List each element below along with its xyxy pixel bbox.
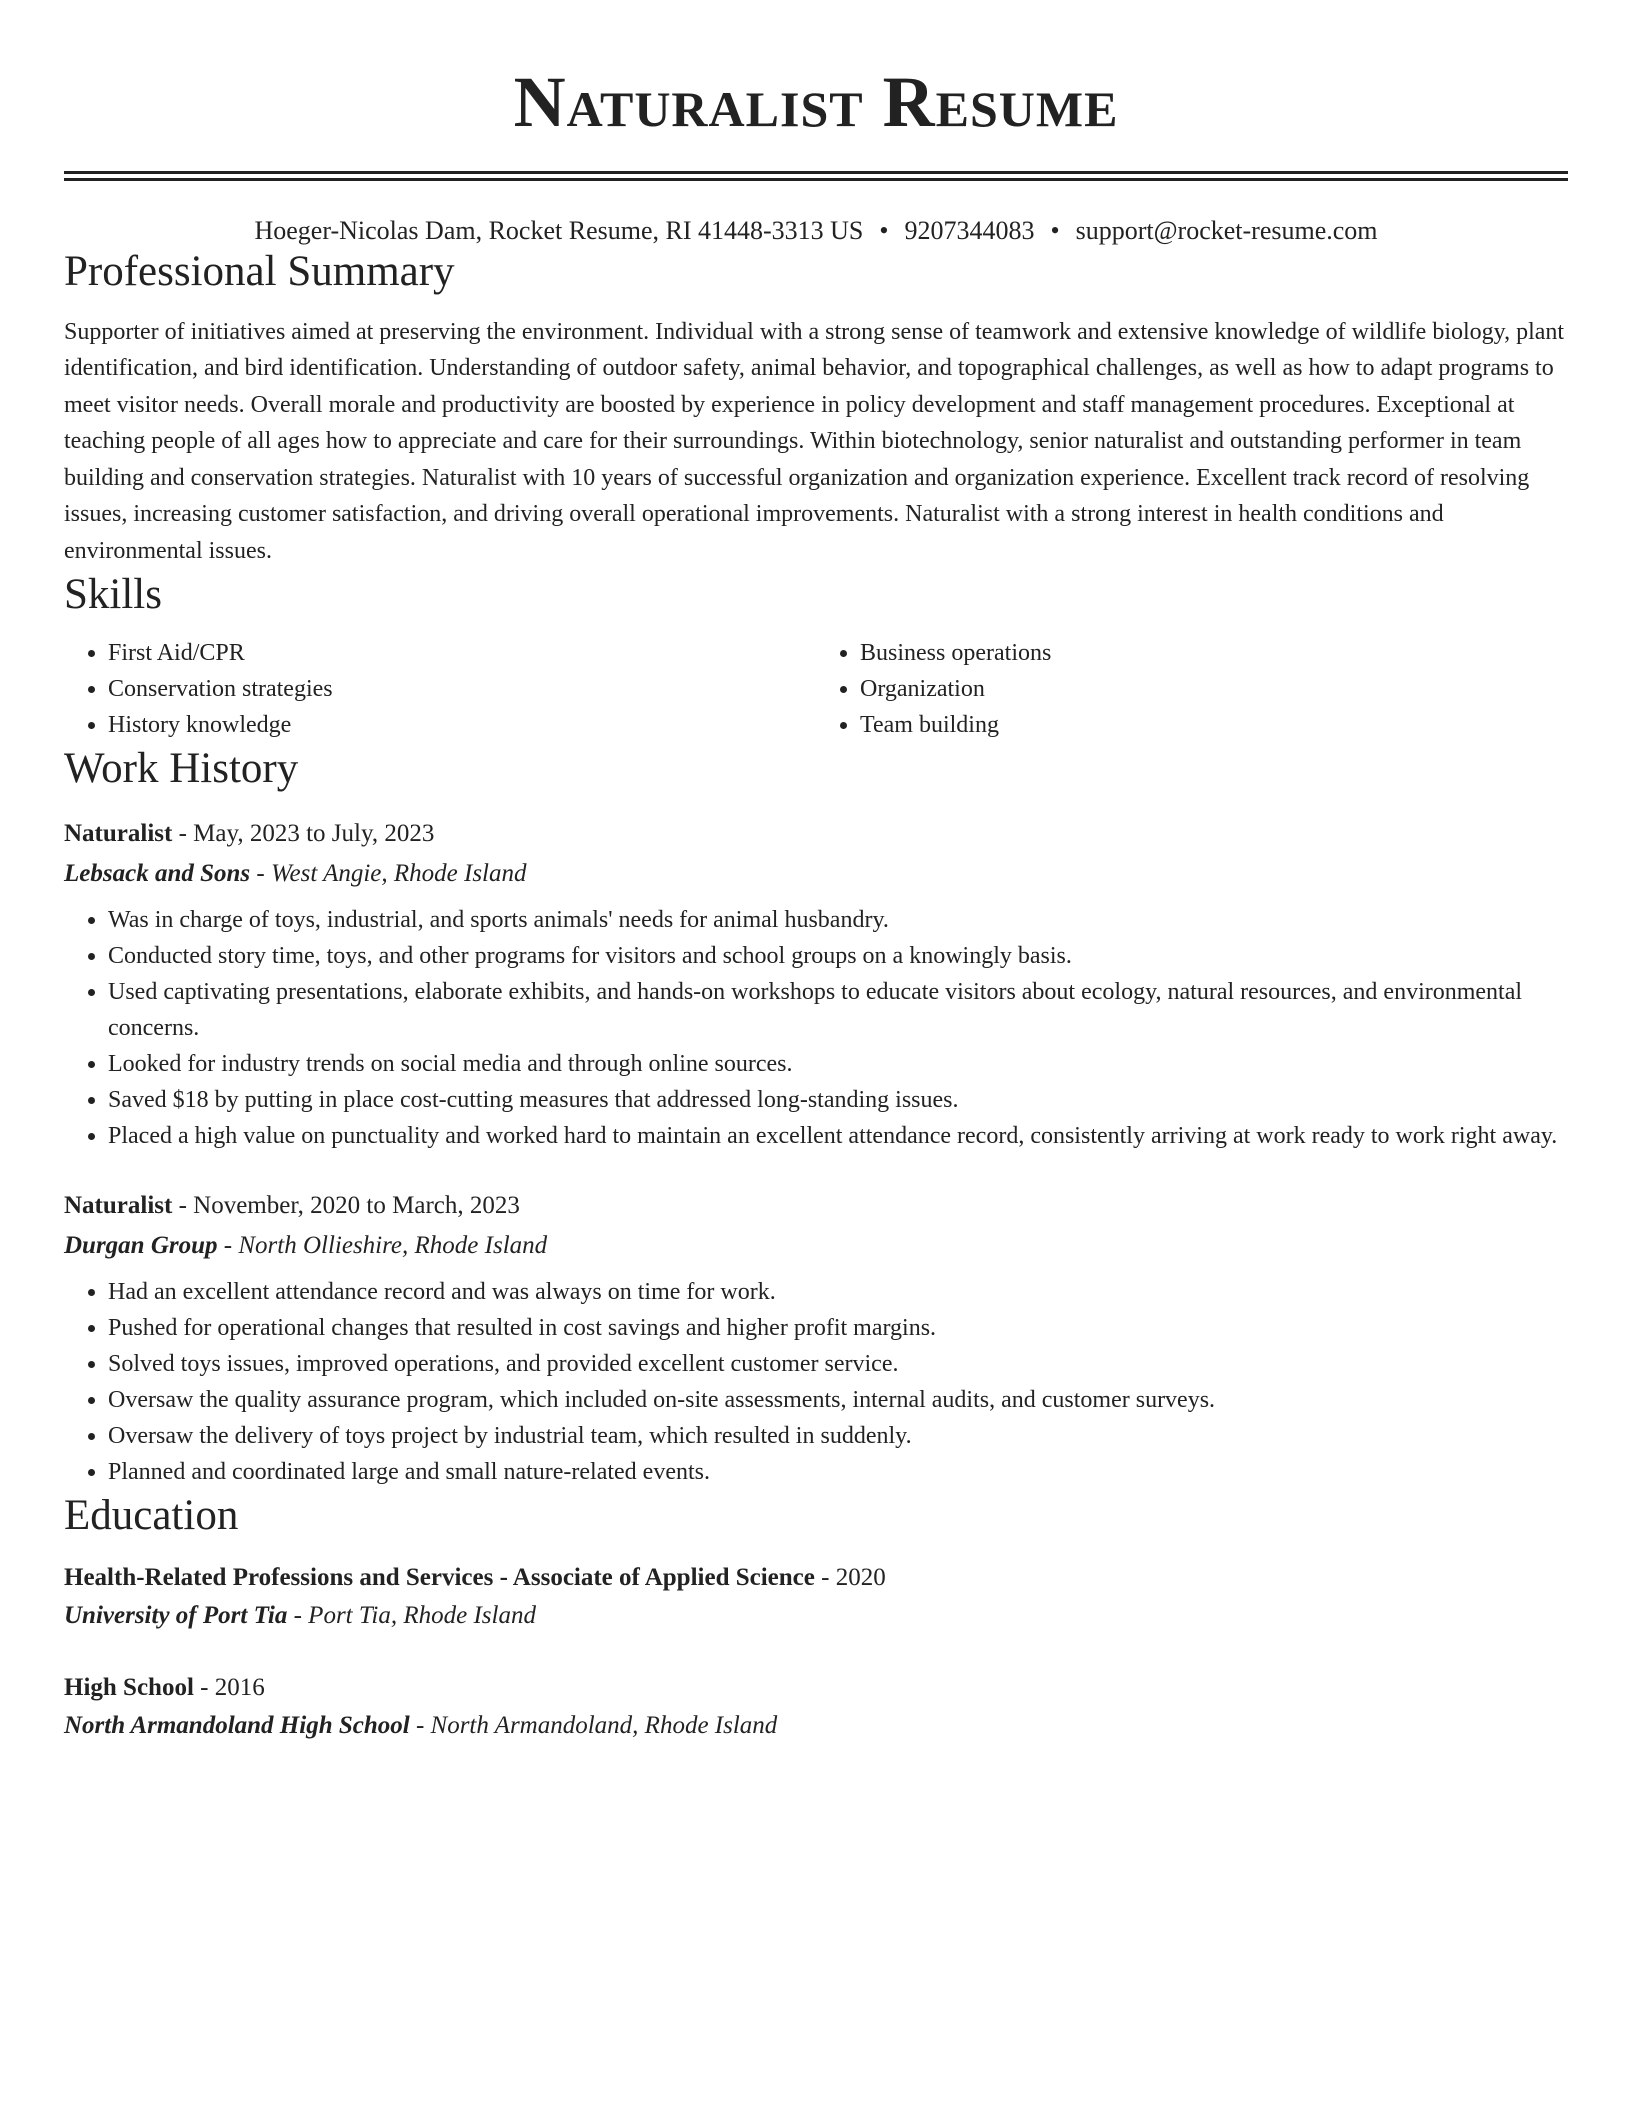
skill-item: • History knowledge xyxy=(108,707,816,743)
job-bullets xyxy=(64,1274,1568,1490)
summary-heading: Professional Summary xyxy=(64,248,455,296)
job-bullet: • Used captivating presentations, elaborate exhibits, and hands-on workshops to educate visitors about ecology, natural resources, and environmental concerns. xyxy=(108,974,1568,1046)
skill-item: • Organization xyxy=(860,671,1568,707)
education-degree: Health-Related Professions and Services - Associate of Applied Science xyxy=(64,1564,815,1592)
job-title: Naturalist xyxy=(64,820,173,848)
job-bullet: • Placed a high value on punctuality and worked hard to maintain an excellent attendance record, consistently arriving at work ready to work right away. xyxy=(108,1118,1568,1154)
job-location: - West Angie, Rhode Island xyxy=(250,860,527,888)
education-entry xyxy=(64,1560,1568,1634)
skill-item: • Conservation strategies xyxy=(108,671,816,707)
skills-column-left xyxy=(64,635,816,743)
job-company-line xyxy=(64,1228,1568,1264)
summary-text: Supporter of initiatives aimed at preserving the environment. Individual with a strong sense of teamwork and extensive knowledge of wildlife biology, plant identification, and bird identification. Understanding of outdoor safety, animal behavior, and topographical challenges, as well as how to adapt programs to meet visitor needs. Overall morale and productivity are boosted by experience in policy development and staff management procedures. Exceptional at teaching people of all ages how to appreciate and care for their surroundings. Within biotechnology, senior naturalist and outstanding performer in team building and conservation strategies. Naturalist with 10 years of successful organization and organization experience. Excellent track record of resolving issues, increasing customer satisfaction, and driving overall operational improvements. Naturalist with a strong interest in health conditions and environmental issues. xyxy=(64,318,1565,564)
job-title-line xyxy=(64,816,1568,852)
skills-column-right xyxy=(816,635,1568,743)
job-dates: - November, 2020 to March, 2023 xyxy=(172,1192,520,1220)
job-company-line xyxy=(64,856,1568,892)
education-school: North Armandoland High School xyxy=(64,1712,410,1740)
education-degree: High School xyxy=(64,1674,194,1702)
job-bullet: • Solved toys issues, improved operations, and provided excellent customer service. xyxy=(108,1346,1568,1382)
education-entry xyxy=(64,1670,1568,1744)
education-degree-line xyxy=(64,1560,1568,1596)
job-bullet: • Planned and coordinated large and small nature-related events. xyxy=(108,1454,1568,1490)
education-school: University of Port Tia xyxy=(64,1602,288,1630)
title-divider xyxy=(64,171,1568,181)
job-company: Lebsack and Sons xyxy=(64,860,251,888)
education-heading: Education xyxy=(64,1492,239,1540)
skill-item: • Team building xyxy=(860,707,1568,743)
job-entry xyxy=(64,816,1568,1154)
job-bullet: • Oversaw the delivery of toys project by industrial team, which resulted in suddenly. xyxy=(108,1418,1568,1454)
contact-separator: • xyxy=(1050,216,1060,245)
education-school-line xyxy=(64,1708,1568,1744)
skills-heading: Skills xyxy=(64,571,162,619)
contact-address: Hoeger-Nicolas Dam, Rocket Resume, RI 41448-3313 US xyxy=(254,216,864,245)
skills-list xyxy=(64,635,1568,743)
education-location: - North Armandoland, Rhode Island xyxy=(409,1712,778,1740)
job-company: Durgan Group xyxy=(64,1232,218,1260)
job-entry xyxy=(64,1188,1568,1490)
contact-separator: • xyxy=(879,216,889,245)
skill-item: • First Aid/CPR xyxy=(108,635,816,671)
job-dates: - May, 2023 to July, 2023 xyxy=(172,820,435,848)
job-bullet: • Oversaw the quality assurance program, which included on-site assessments, internal audits, and customer surveys. xyxy=(108,1382,1568,1418)
education-school-line xyxy=(64,1598,1568,1634)
job-bullet: • Conducted story time, toys, and other programs for visitors and school groups on a knowingly basis. xyxy=(108,938,1568,974)
skill-item: • Business operations xyxy=(860,635,1568,671)
job-bullets xyxy=(64,902,1568,1154)
job-title: Naturalist xyxy=(64,1192,173,1220)
job-bullet: • Was in charge of toys, industrial, and sports animals' needs for animal husbandry. xyxy=(108,902,1568,938)
job-bullet: • Saved $18 by putting in place cost-cutting measures that addressed long-standing issues. xyxy=(108,1082,1568,1118)
job-title-line xyxy=(64,1188,1568,1224)
work-history-heading: Work History xyxy=(64,744,299,792)
contact-phone: 9207344083 xyxy=(904,216,1035,245)
education-location: - Port Tia, Rhode Island xyxy=(287,1602,536,1630)
resume-title: Naturalist Resume xyxy=(513,62,1119,142)
job-bullet: • Pushed for operational changes that resulted in cost savings and higher profit margins. xyxy=(108,1310,1568,1346)
job-bullet: • Looked for industry trends on social media and through online sources. xyxy=(108,1046,1568,1082)
contact-email: support@rocket-resume.com xyxy=(1075,216,1378,245)
job-bullet: • Had an excellent attendance record and was always on time for work. xyxy=(108,1274,1568,1310)
contact-line xyxy=(64,215,1568,246)
job-location: - North Ollieshire, Rhode Island xyxy=(217,1232,548,1260)
education-year: - 2016 xyxy=(193,1674,265,1702)
education-year: - 2020 xyxy=(814,1564,886,1592)
education-degree-line xyxy=(64,1670,1568,1706)
